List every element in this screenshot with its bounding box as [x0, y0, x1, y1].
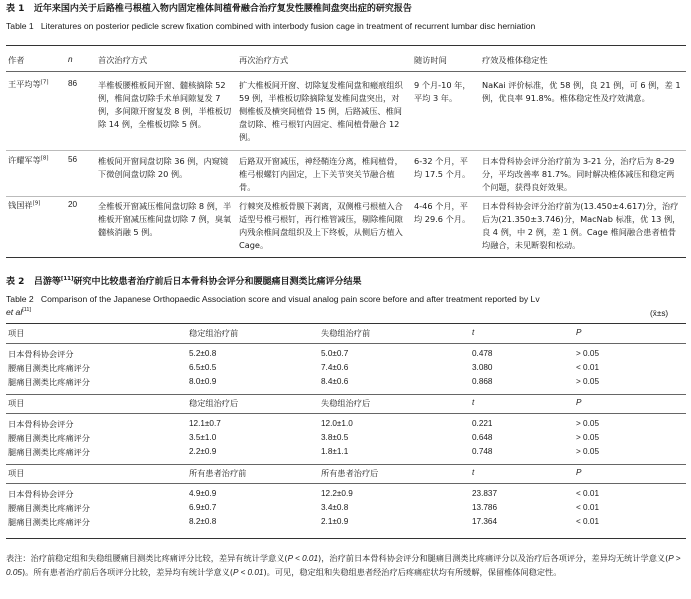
table1-bottom-rule: [6, 257, 686, 258]
table1-row2-outcome: 日本骨科协会评分治疗前为 3-21 分，治疗后为 8-29 分，平均改善率 81.7%。同时解决椎体减压和稳定两个问题，获得良好效果。: [482, 156, 675, 192]
table2-caption-en: [6, 294, 540, 305]
table1-header-rule: [6, 71, 686, 72]
table2-bottom-rule: [6, 538, 686, 539]
table1-label-zh: 表 1: [6, 4, 25, 14]
table2-s1-r1-b: 5.0±0.7: [321, 349, 349, 358]
table2-s2-r1-p: > 0.05: [576, 419, 599, 428]
table2-s2-header-col2: 失稳组治疗后: [321, 398, 371, 408]
table2-s2-header-item: 项目: [8, 398, 25, 408]
table1-row-divider-2: [6, 196, 686, 197]
table2-s3-r1-b: 12.2±0.9: [321, 489, 353, 498]
table1-row2-author: 许耀军等[8]: [8, 155, 49, 165]
table2-s1-r2-item: 腰痛目测类比疼痛评分: [8, 363, 90, 373]
table2-s1-r2-b: 7.4±0.6: [321, 363, 349, 372]
table1-row3-n: 20: [68, 200, 78, 209]
table2-s3-r1-item: 日本骨科协会评分: [8, 489, 74, 499]
table2-s2-r1-t: 0.221: [472, 419, 493, 428]
table2-s3-header-col1: 所有患者治疗前: [189, 468, 247, 478]
table2-s1-r2-t: 3.080: [472, 363, 493, 372]
table2-s3-r1-p: < 0.01: [576, 489, 599, 498]
table1-header-followup: 随访时间: [414, 55, 447, 65]
table2-s3-header-col2: 所有患者治疗后: [321, 468, 379, 478]
table2-s1-r2-a: 6.5±0.5: [189, 363, 217, 372]
table2-label-en: Table 2: [6, 294, 34, 304]
table1-row2-second: 后路双开窗减压，神经鞘连分离，椎间植骨，椎弓根螺钉内固定，上下关节突关节融合植骨。: [239, 156, 403, 192]
table2-s3-r3-t: 17.364: [472, 517, 498, 526]
table1-row3-second: 行棘突及椎板骨膜下剥离，双侧椎弓根植入合适型号椎弓根钉，再行椎管减压，剔除椎间隙内残余椎间盘组织及上下终板，从侧后方植入 Cage。: [239, 201, 403, 250]
table1-header-n: n: [68, 55, 73, 64]
table2-s2-bottom-rule: [6, 464, 686, 465]
table2-title-en: Comparison of the Japanese Orthopaedic Association score and visual analog pain score before and after treatment reported by Lv: [40, 294, 540, 304]
table2-s1-header-item: 项目: [8, 328, 25, 338]
table1-row2-followup: 6-32 个月，平均 17.5 个月。: [414, 156, 471, 179]
table2-s2-r1-b: 12.0±1.0: [321, 419, 353, 428]
table2-s1-header-rule: [6, 343, 686, 344]
table2-s1-r3-b: 8.4±0.6: [321, 377, 349, 386]
table2-s2-r2-item: 腰痛目测类比疼痛评分: [8, 433, 90, 443]
table2-unit: (x̄±s): [650, 309, 669, 318]
table1-row3-author: 钱国祥[9]: [8, 200, 41, 210]
table2-s3-header-p: P: [576, 468, 582, 477]
table1-row1-author: 王平均等[7]: [8, 79, 49, 89]
table2-s2-r3-t: 0.748: [472, 447, 493, 456]
table2-top-rule: [6, 323, 686, 324]
table1-row2-n: 56: [68, 155, 78, 164]
table2-s3-r2-b: 3.4±0.8: [321, 503, 349, 512]
table2-caption-en-line2: et al[11]: [6, 307, 32, 317]
table1-header-second: 再次治疗方式: [239, 55, 289, 65]
table2-s2-r1-item: 日本骨科协会评分: [8, 419, 74, 429]
table2-s1-header-p: P: [576, 328, 582, 337]
table2-s2-r3-a: 2.2±0.9: [189, 447, 217, 456]
table2-s2-r3-b: 1.8±1.1: [321, 447, 349, 456]
table2-s1-bottom-rule: [6, 394, 686, 395]
table2-label-zh: 表 2: [6, 277, 25, 287]
table2-s1-header-col1: 稳定组治疗前: [189, 328, 239, 338]
table2-s1-r1-p: > 0.05: [576, 349, 599, 358]
table2-s2-r2-p: > 0.05: [576, 433, 599, 442]
table1-header-outcome: 疗效及椎体稳定性: [482, 55, 548, 65]
table1-row1-followup: 9 个月-10 年，平均 3 年。: [414, 80, 471, 103]
table2-caption-zh: 表 2 吕游等[11]研究中比较患者治疗前后日本骨科协会评分和腰腿痛目测类比痛评分结果: [6, 276, 362, 287]
table1-header-author: 作者: [8, 55, 25, 65]
table2-s3-r2-a: 6.9±0.7: [189, 503, 217, 512]
table1-title-en: Literatures on posterior pedicle screw fixation combined with interbody fusion cage in treatment of recurrent lumbar disc herniation: [40, 21, 536, 31]
table2-s1-r3-p: > 0.05: [576, 377, 599, 386]
table2-s3-header-rule: [6, 483, 686, 484]
table1-caption-en: [6, 21, 535, 32]
table1-header-first: 首次治疗方式: [98, 55, 148, 65]
table2-s3-r3-p: < 0.01: [576, 517, 599, 526]
table2-s1-r1-a: 5.2±0.8: [189, 349, 217, 358]
table1-row-divider-1: [6, 150, 686, 151]
table2-s3-r3-item: 腿痛目测类比疼痛评分: [8, 517, 90, 527]
table2-s1-r3-t: 0.868: [472, 377, 493, 386]
table2-s3-header-t: t: [472, 468, 475, 477]
table1-top-rule: [6, 45, 686, 46]
table2-s3-r3-b: 2.1±0.9: [321, 517, 349, 526]
table2-s3-header-item: 项目: [8, 468, 25, 478]
table2-s1-header-t: t: [472, 328, 475, 337]
table2-s3-r2-p: < 0.01: [576, 503, 599, 512]
table1-row3-outcome: 日本骨科协会评分治疗前为(13.450±4.617)分，治疗后为(21.350±3.746)分，MacNab 标准，优 13 例，良 4 例，中 2 例，差 1 例。Cage 椎间融合患者植骨均融合，未见断裂和松动。: [482, 201, 681, 250]
table2-s3-r3-a: 8.2±0.8: [189, 517, 217, 526]
table2-s2-header-rule: [6, 413, 686, 414]
table1-row3-first: 全椎板开窗减压椎间盘切除 8 例，半椎板开窗减压椎间盘切除 7 例，臭氧髓核消融 5 例。: [98, 201, 232, 237]
table2-s2-r3-p: > 0.05: [576, 447, 599, 456]
table1-label-en: Table 1: [6, 21, 34, 31]
table1-caption-zh: [6, 4, 412, 16]
table2-s1-r3-a: 8.0±0.9: [189, 377, 217, 386]
table2-s2-r3-item: 腿痛目测类比疼痛评分: [8, 447, 90, 457]
table2-footnote: 表注：治疗前稳定组和失稳组腰痛目测类比疼痛评分比较，差异有统计学意义(P < 0.01)，治疗前日本骨科协会评分和腿痛目测类比疼痛评分以及治疗后各项评分，差异均无统计学意义(P > 0.05)。所有患者治疗前后各项评分比较，差异均有统计学意义(P < 0.01)。可见，稳定组和失稳组患者经治疗后疼痛症状均有所缓解，保留椎体间稳定性。: [6, 553, 681, 577]
table2-s2-r2-t: 0.648: [472, 433, 493, 442]
table2-s1-r3-item: 腿痛目测类比疼痛评分: [8, 377, 90, 387]
table1-row1-n: 86: [68, 79, 78, 88]
table2-s1-r1-item: 日本骨科协会评分: [8, 349, 74, 359]
table2-s3-r1-t: 23.837: [472, 489, 498, 498]
table2-s3-r2-item: 腰痛目测类比疼痛评分: [8, 503, 90, 513]
table2-s2-header-col1: 稳定组治疗后: [189, 398, 239, 408]
table1-row1-outcome: NaKai 评价标准，优 58 例，良 21 例，可 6 例，差 1 例，优良率 91.8%。椎体稳定性及疗效满意。: [482, 80, 681, 103]
table2-s2-header-p: P: [576, 398, 582, 407]
table1-row1-first: 半椎板腰椎板间开窗、髓核摘除 52 例，椎间盘切除手术单间隙复发 7 例，多间隙开窗复发 8 例，半椎板切除 14 例，全椎板切除 5 例。: [98, 80, 232, 129]
table2-s3-r1-a: 4.9±0.9: [189, 489, 217, 498]
table1-row2-first: 椎板间开窗间盘切除 36 例，内窥镜下微创间盘切除 20 例。: [98, 156, 229, 179]
table1-title-zh: 近年来国内关于后路椎弓根植入物内固定椎体间植骨融合治疗复发性腰椎间盘突出症的研究报告: [33, 4, 412, 14]
table2-s1-r1-t: 0.478: [472, 349, 493, 358]
table2-s3-r2-t: 13.786: [472, 503, 498, 512]
table2-s2-r2-a: 3.5±1.0: [189, 433, 217, 442]
table2-s2-r1-a: 12.1±0.7: [189, 419, 221, 428]
table2-s2-r2-b: 3.8±0.5: [321, 433, 349, 442]
table2-s1-header-col2: 失稳组治疗前: [321, 328, 371, 338]
table2-s2-header-t: t: [472, 398, 475, 407]
table1-row1-second: 扩大椎板间开窗、切除复发椎间盘和瘢痕组织 59 例，半椎板切除摘除复发椎间盘突出，对侧椎板及横突间植骨 15 例，后路减压、椎间盘切除、椎弓根钉内固定、椎间植骨融合 12 例。: [239, 80, 403, 142]
table1-row3-followup: 4-46 个月，平均 29.6 个月。: [414, 201, 471, 224]
table2-s1-r2-p: < 0.01: [576, 363, 599, 372]
